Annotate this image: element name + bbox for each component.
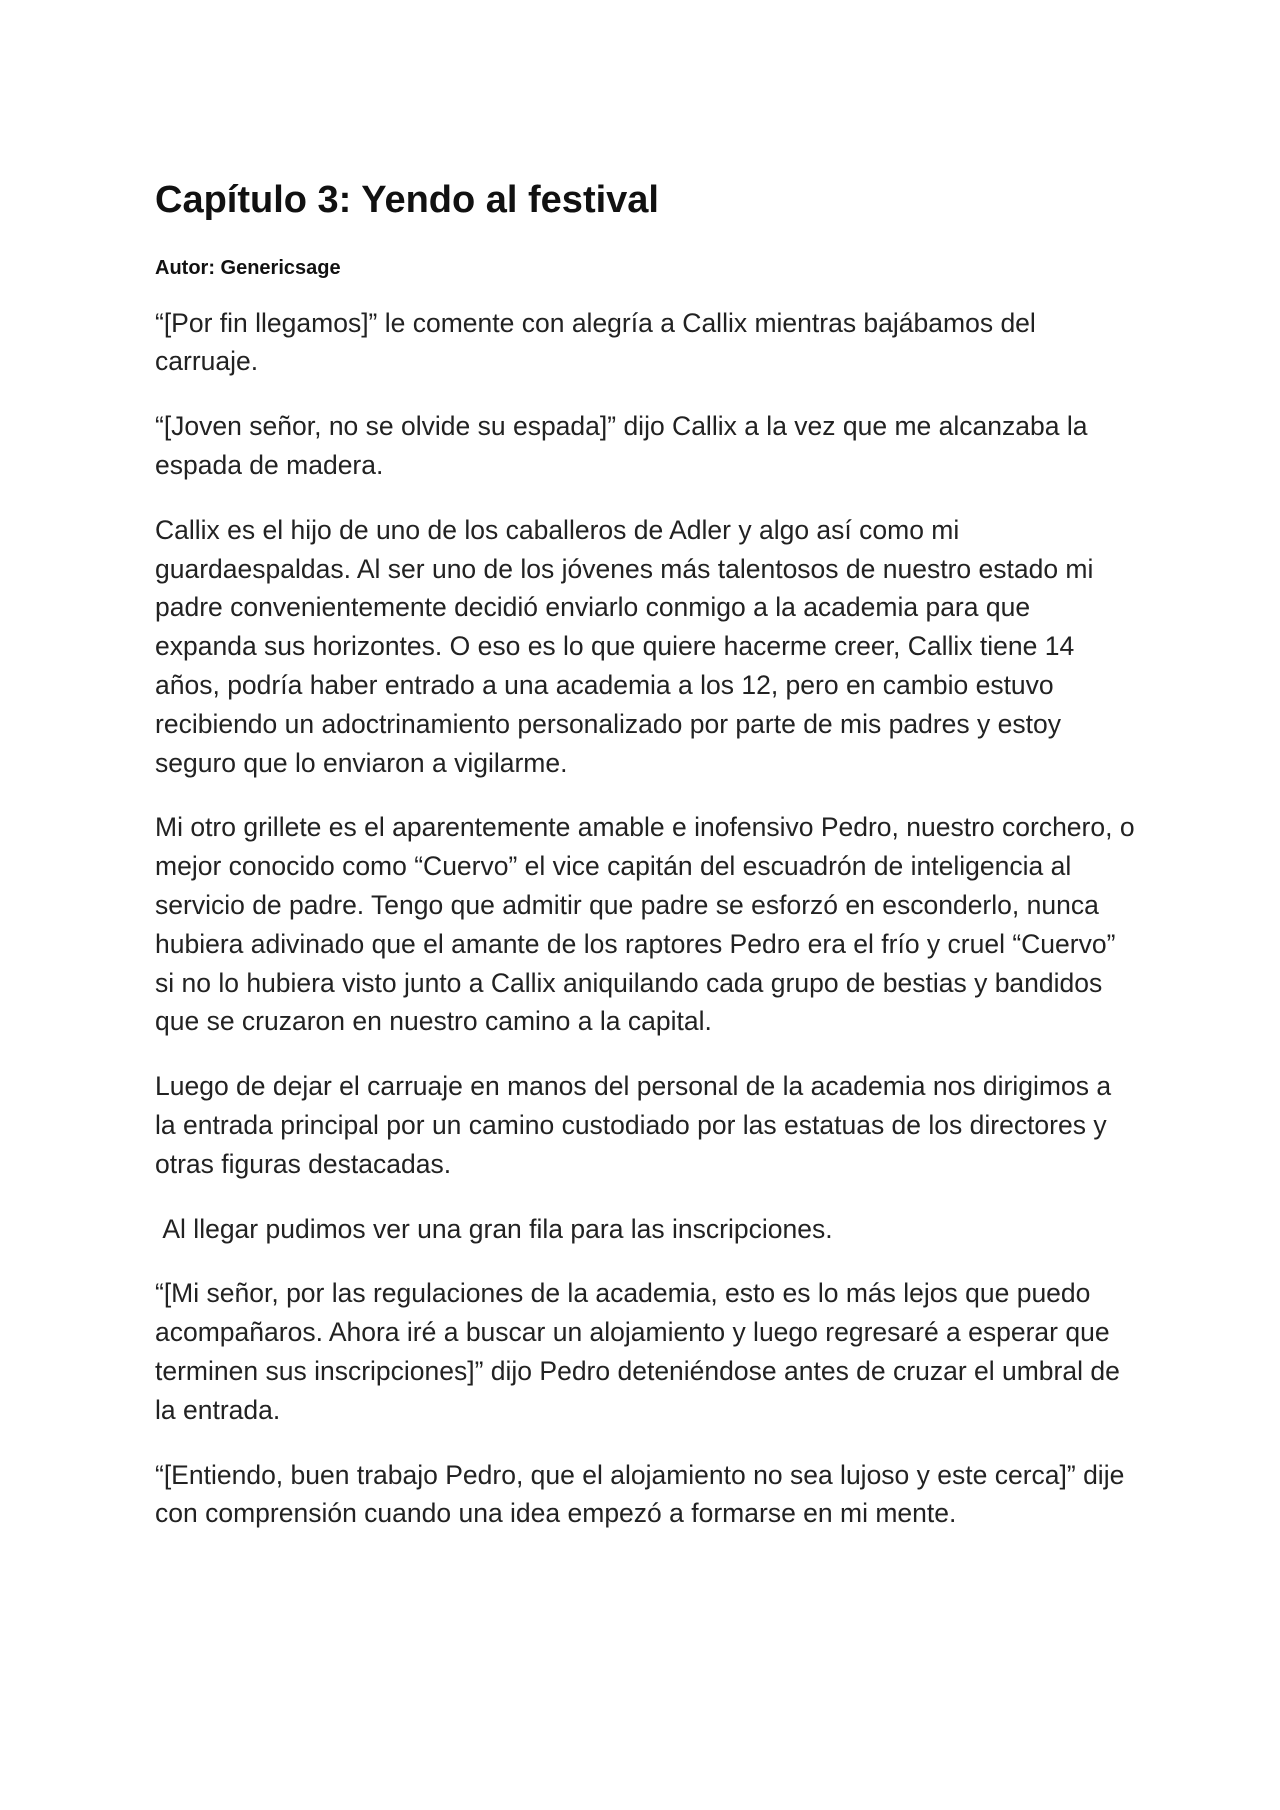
document-page <box>155 178 1135 1559</box>
paragraph-8: “[Entiendo, buen trabajo Pedro, que el alojamiento no sea lujoso y este cerca]” dije con comprensión cuando una idea empezó a formarse en mi mente. <box>155 1459 1125 1529</box>
paragraph-4: Mi otro grillete es el aparentemente amable e inofensivo Pedro, nuestro corchero, o mejor conocido como “Cuervo” el vice capitán del escuadrón de inteligencia al servicio de padre. Tengo que admitir que padre se esforzó en esconderlo, nunca hubiera adivinado que el amante de los raptores Pedro era el frío y cruel “Cuervo” si no lo hubiera visto junto a Callix aniquilando cada grupo de bestias y bandidos que se cruzaron en nuestro camino a la capital. <box>155 812 1135 1037</box>
paragraph-2: “[Joven señor, no se olvide su espada]” dijo Callix a la vez que me alcanzaba la espada de madera. <box>155 411 1088 480</box>
paragraph-7: “[Mi señor, por las regulaciones de la academia, esto es lo más lejos que puedo acompañaros. Ahora iré a buscar un alojamiento y luego regresaré a esperar que terminen sus inscripciones]” dijo Pedro deteniéndose antes de cruzar el umbral de la entrada. <box>155 1278 1120 1425</box>
paragraph-3: Callix es el hijo de uno de los caballeros de Adler y algo así como mi guardaespaldas. Al ser uno de los jóvenes más talentosos de nuestro estado mi padre convenientemente decidió enviarlo conmigo a la academia para que expanda sus horizontes. O eso es lo que quiere hacerme creer, Callix tiene 14 años, podría haber entrado a una academia a los 12, pero en cambio estuvo recibiendo un adoctrinamiento personalizado por parte de mis padres y estoy seguro que lo enviaron a vigilarme. <box>155 514 1094 778</box>
paragraph-5: Luego de dejar el carruaje en manos del personal de la academia nos dirigimos a la entrada principal por un camino custodiado por las estatuas de los directores y otras figuras destacadas. <box>155 1071 1112 1179</box>
author-line: Autor: Genericsage <box>155 256 341 279</box>
chapter-title: Capítulo 3: Yendo al festival <box>155 179 659 221</box>
paragraph-6: Al llegar pudimos ver una gran fila para las inscripciones. <box>155 1213 833 1244</box>
paragraph-1: “[Por fin llegamos]” le comente con alegría a Callix mientras bajábamos del carruaje. <box>155 307 1036 377</box>
